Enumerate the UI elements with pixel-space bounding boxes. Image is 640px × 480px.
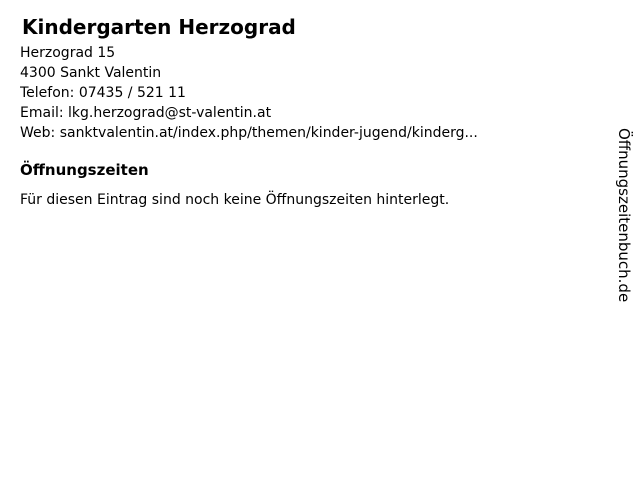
listing-details bbox=[20, 43, 594, 143]
email-line: Email: lkg.herzograd@st-valentin.at bbox=[20, 105, 272, 121]
opening-hours-heading: Öffnungszeiten bbox=[20, 161, 149, 179]
opening-hours-empty-message: Für diesen Eintrag sind noch keine Öffnungszeiten hinterlegt. bbox=[20, 192, 450, 208]
address-city-line: 4300 Sankt Valentin bbox=[20, 65, 162, 81]
site-watermark: Öffnungszeitenbuch.de bbox=[615, 128, 633, 303]
page-title: Kindergarten Herzograd bbox=[22, 15, 296, 39]
phone-line: Telefon: 07435 / 521 11 bbox=[20, 85, 186, 101]
listing-content bbox=[0, 0, 640, 210]
address-street-line: Herzograd 15 bbox=[20, 45, 116, 61]
web-line: Web: sanktvalentin.at/index.php/themen/kinder-jugend/kinderg... bbox=[20, 125, 478, 141]
